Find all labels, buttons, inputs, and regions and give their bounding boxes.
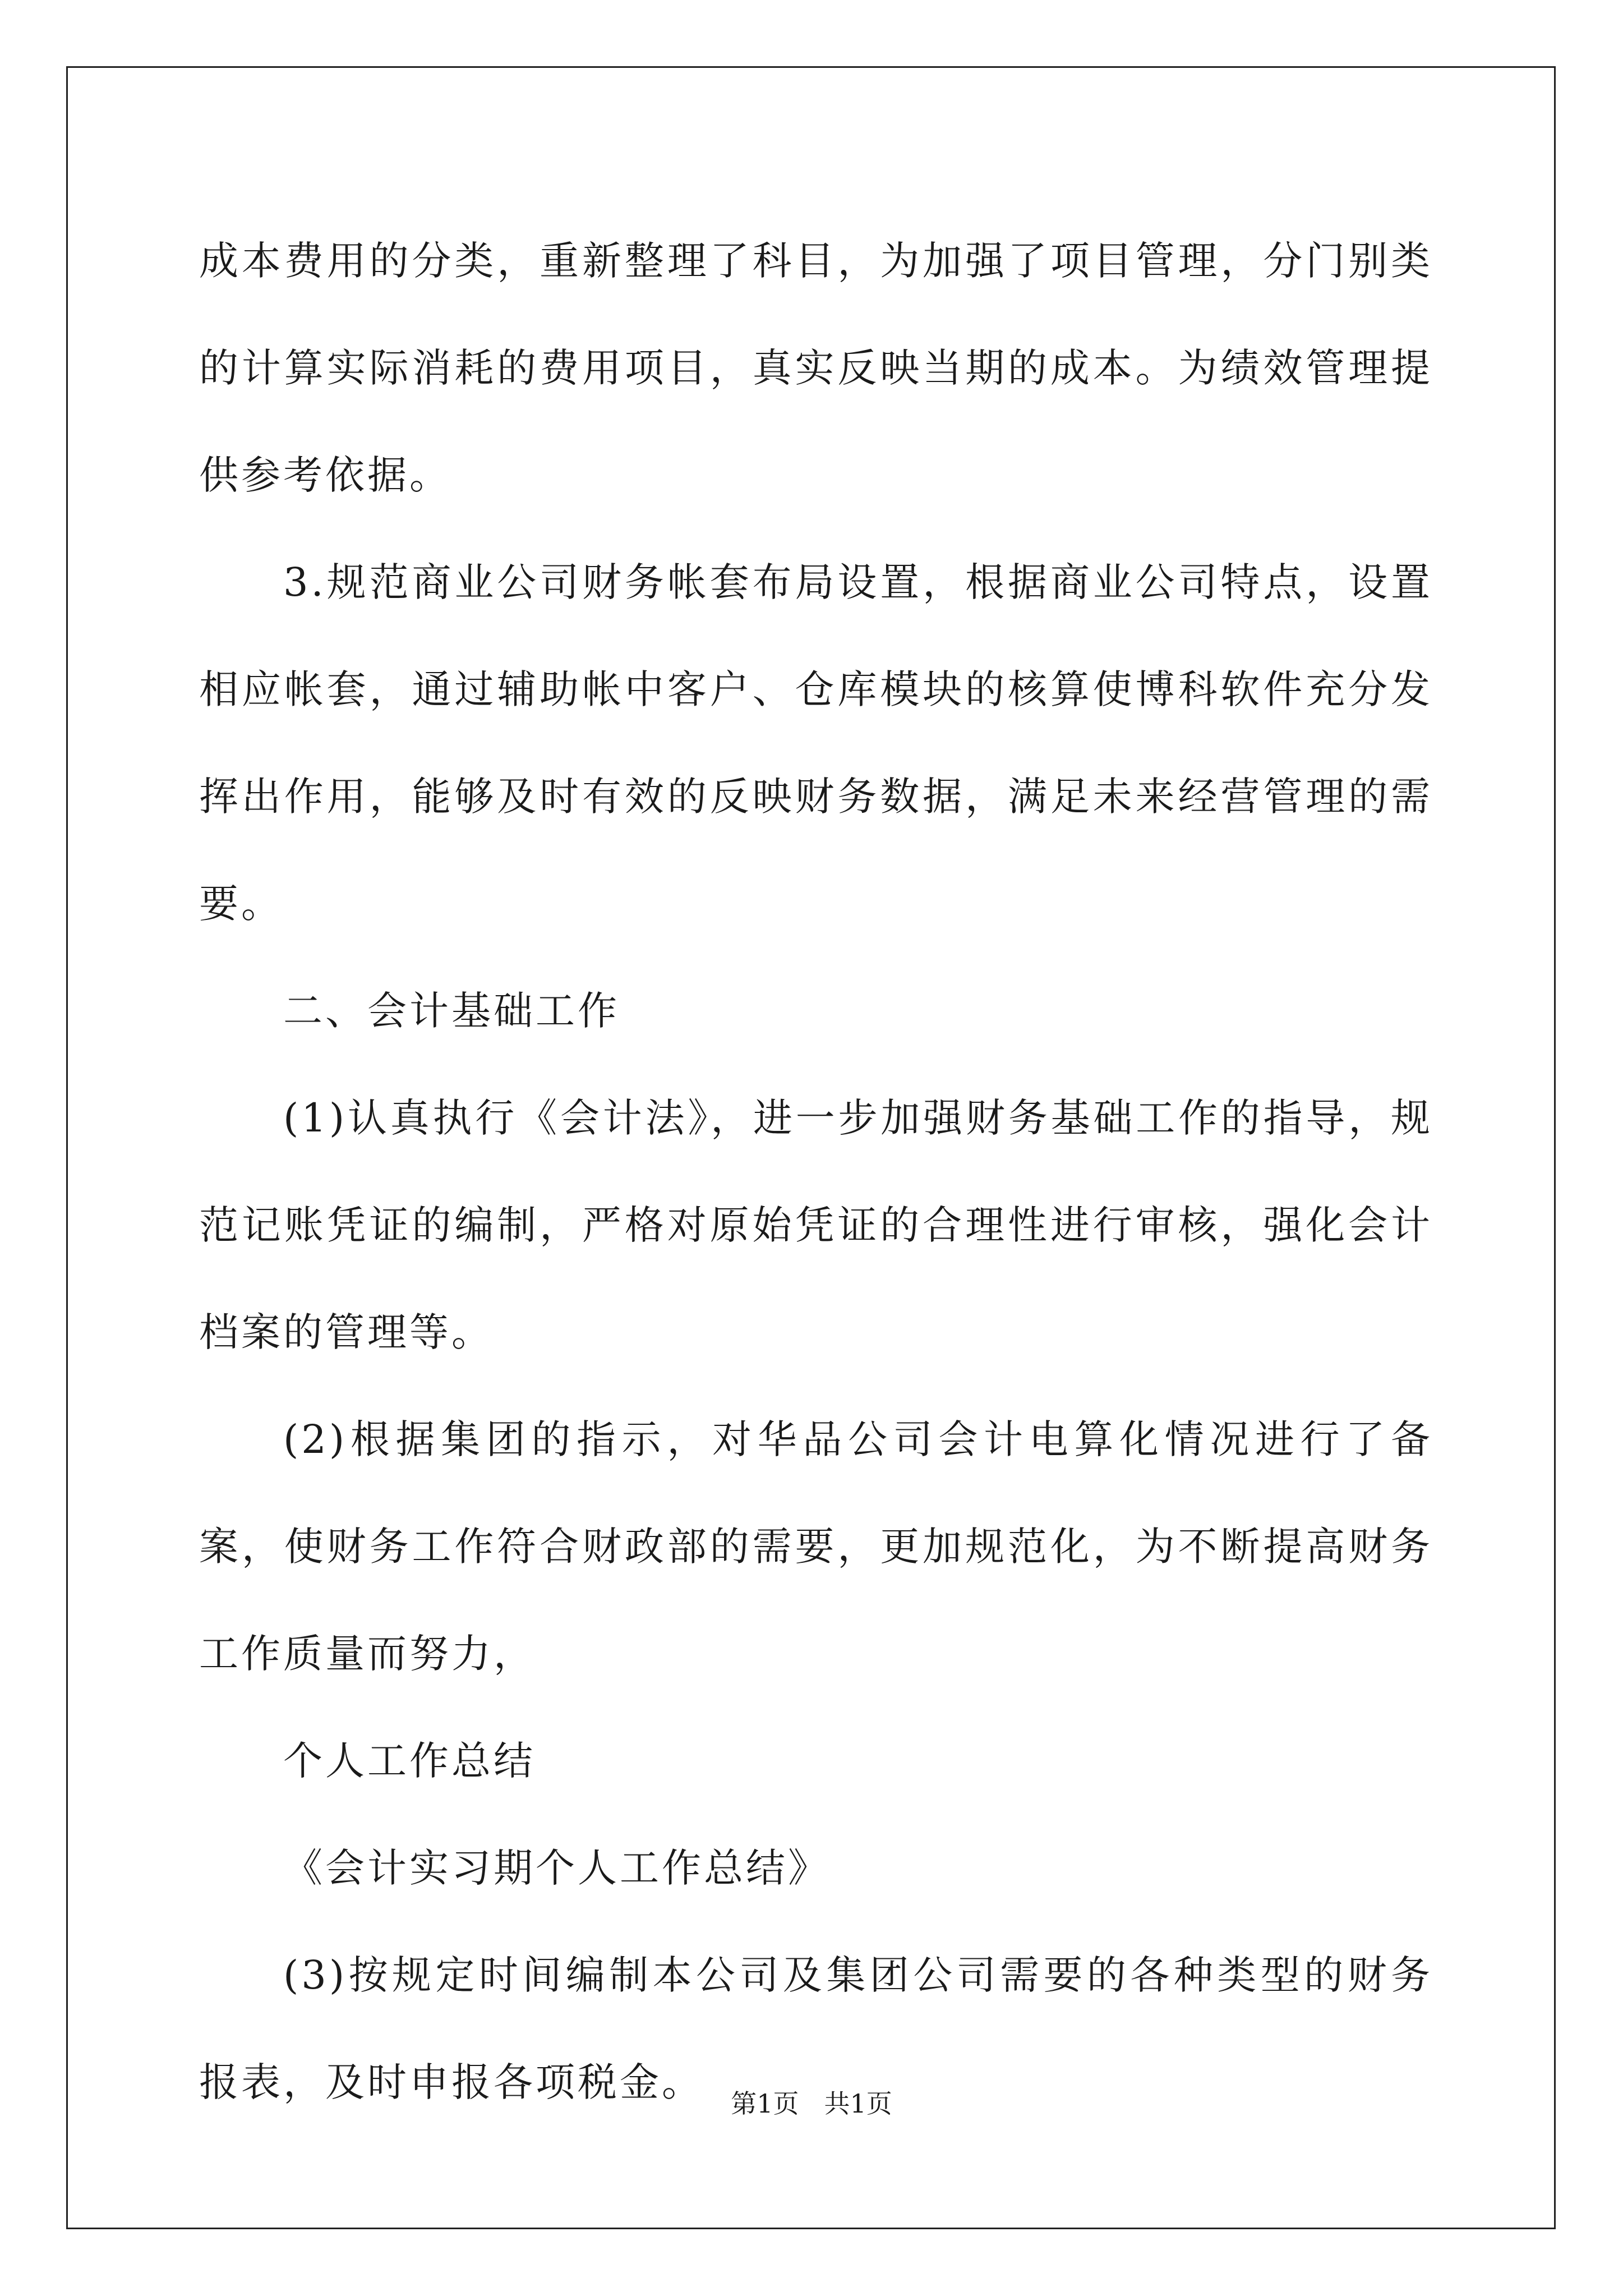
page-number: 第1页 bbox=[731, 2088, 799, 2119]
paragraph-item-1: (1)认真执行《会计法》，进一步加强财务基础工作的指导，规范记账凭证的编制，严格对原始凭证的合理性进行审核，强化会计档案的管理等。 bbox=[199, 1095, 1433, 1355]
paragraph-1: 成本费用的分类，重新整理了科目，为加强了项目管理，分门别类的计算实际消耗的费用项目，真实反映当期的成本。为绩效管理提供参考依据。 bbox=[199, 238, 1433, 498]
paragraph-item-3: (3)按规定时间编制本公司及集团公司需要的各种类型的财务报表，及时申报各项税金。 bbox=[199, 1952, 1433, 2105]
inserted-label: 个人工作总结 bbox=[283, 1738, 536, 1784]
page-footer bbox=[0, 2087, 1623, 2120]
inserted-title: 《会计实习期个人工作总结》 bbox=[283, 1845, 830, 1891]
section-heading: 二、会计基础工作 bbox=[283, 988, 620, 1034]
paragraph-item-2: (2)根据集团的指示，对华品公司会计电算化情况进行了备案，使财务工作符合财政部的需要，更加规范化，为不断提高财务工作质量而努力， bbox=[199, 1416, 1433, 1677]
page-total: 共1页 bbox=[824, 2088, 892, 2119]
paragraph-2: 3.规范商业公司财务帐套布局设置，根据商业公司特点，设置相应帐套，通过辅助帐中客户、仓库模块的核算使博科软件充分发挥出作用，能够及时有效的反映财务数据，满足未来经营管理的需要。 bbox=[199, 559, 1433, 927]
document-body bbox=[199, 208, 1433, 2136]
